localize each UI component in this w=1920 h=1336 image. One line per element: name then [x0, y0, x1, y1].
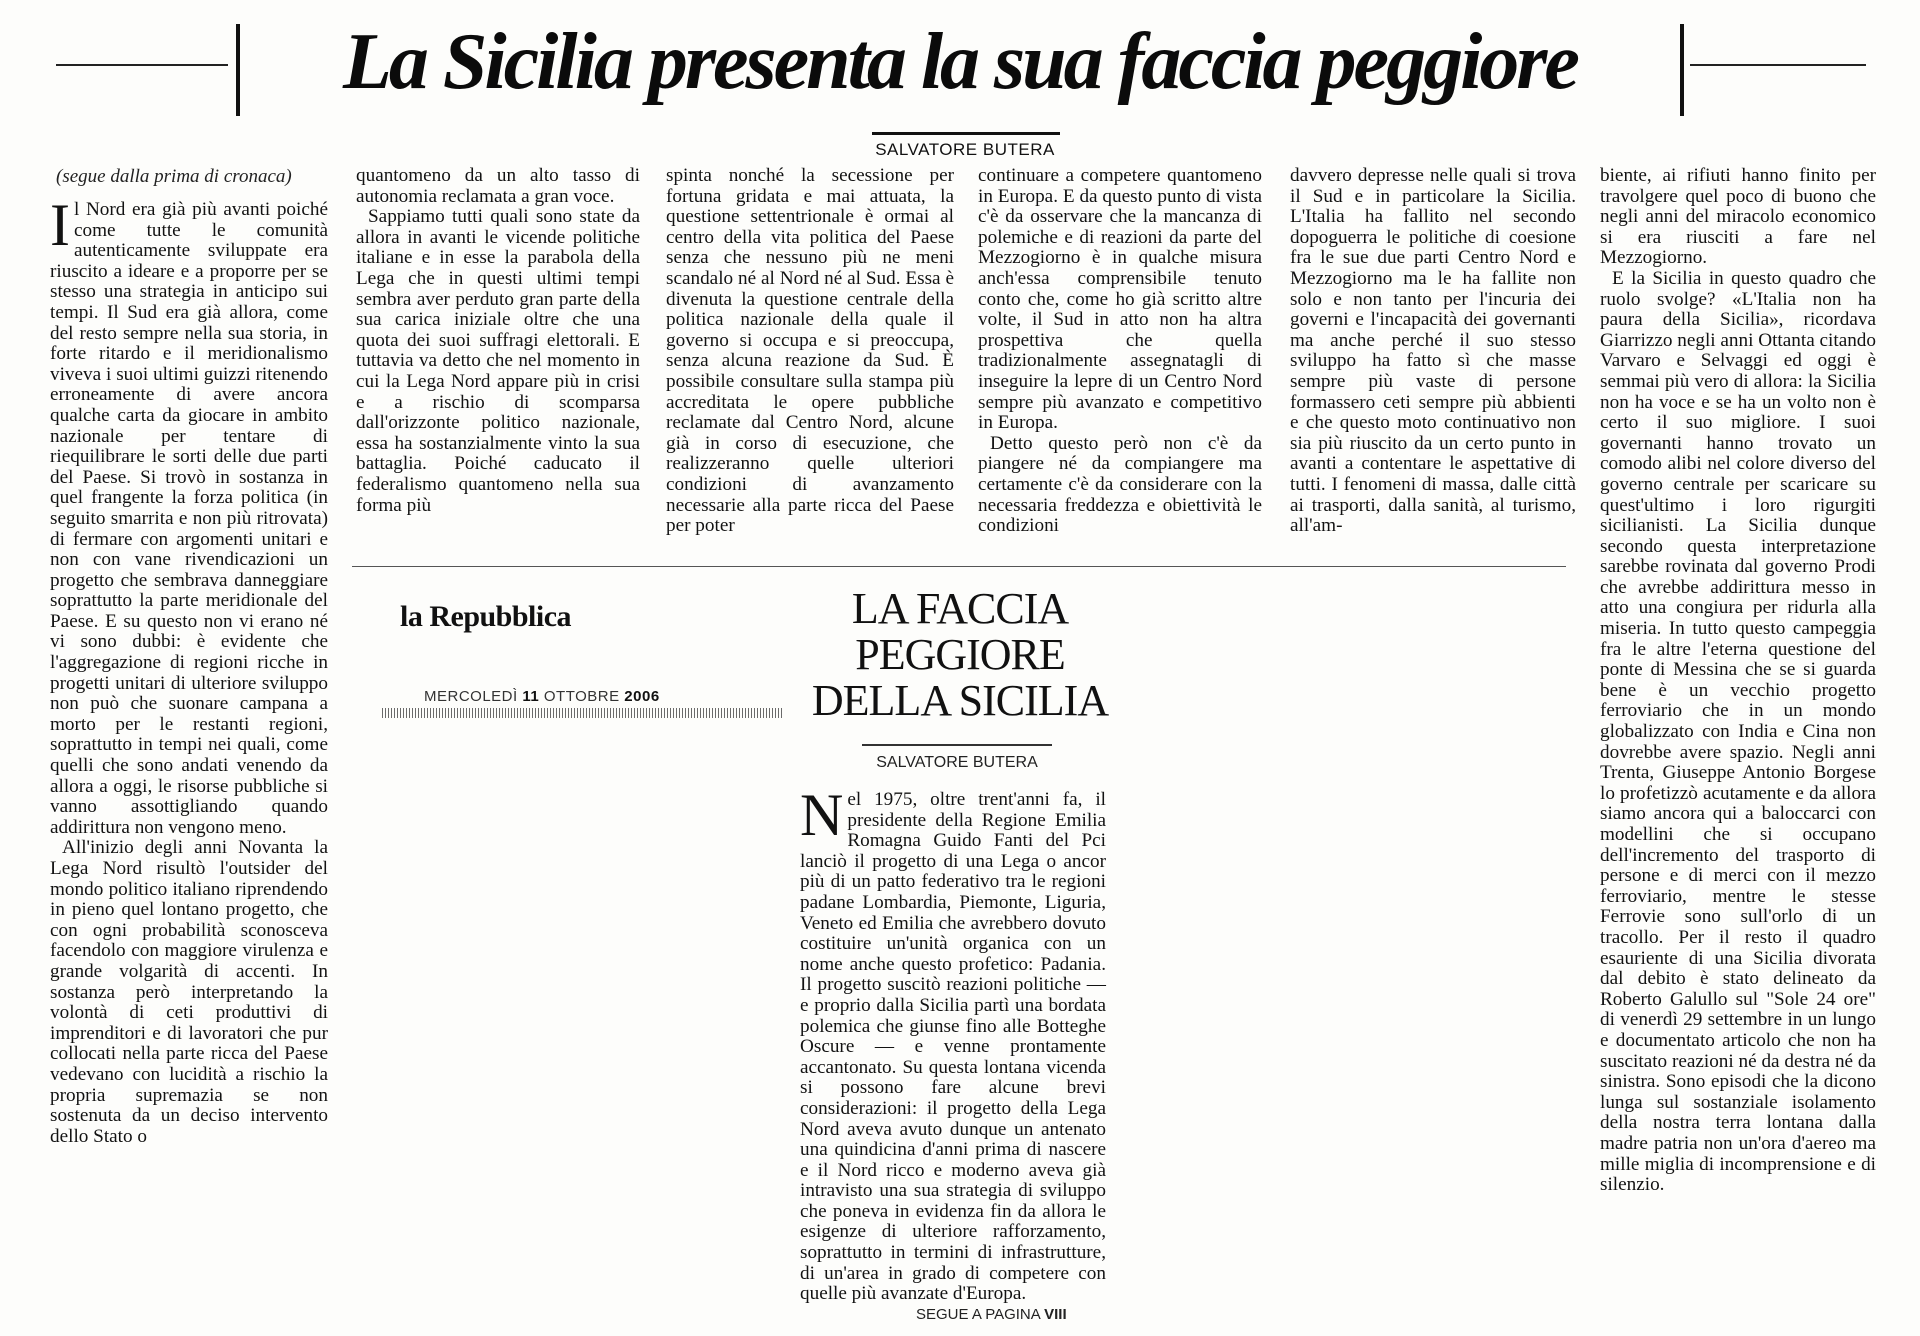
- headline: La Sicilia presenta la sua faccia peggiore: [343, 18, 1577, 106]
- segue-note: (segue dalla prima di cronaca): [56, 166, 292, 187]
- date-year: 2006: [624, 688, 660, 705]
- headline-bar-right: [1680, 24, 1684, 116]
- paragraph: Detto questo però non c'è da piangere né da compiangere ma certamente c'è da considerare con la necessaria freddezza e obiettività le condizioni: [978, 432, 1262, 537]
- article-column-3: [666, 166, 954, 537]
- date-month: OTTOBRE: [543, 688, 620, 705]
- paragraph: All'inizio degli anni Novanta la Lega Nord risultò l'outsider del mondo politico italiano riprendendo in pieno quel lontano progetto, che con ogni probabilità sconosceva facendolo con maggiore virulenza e grande volgarità di accenti. In sostanza però interpretando la volontà di ceti produttivi di imprenditori e di lavoratori che pur collocati nella parte ricca del Paese vedevano con lucidità a rischio la propria supremazia se non sostenuta da un deciso intervento dello Stato o: [50, 837, 328, 1147]
- dropcap: I: [50, 192, 70, 258]
- article-column-6: [1600, 166, 1876, 1196]
- paragraph: spinta nonché la secessione per fortuna gridata e mai attuata, la questione settentrionale è ormai al centro della vita politica del Paese senza che nessuno più ne meni scandalo né al Nord né al Sud. Essa è divenuta la questione centrale della politica nazionale della quale il governo si occupa e si preoccupa, senza alcuna reazione da Sud. È possibile consultare sulla stampa più accreditata le opere pubbliche reclamate dal Centro Nord, alcune già in corso di esecuzione, che realizzeranno quelle ulteriori condizioni di avanzamento necessarie alla parte ricca del Paese per poter: [666, 165, 954, 537]
- segue-page: VIII: [1044, 1306, 1067, 1323]
- paragraph: continuare a competere quantomeno in Europa. E da questo punto di vista c'è da osservare che la mancanza di polemiche e di reazioni da parte del Mezzogiorno è in qualche misura anch'essa comprensibile tenuto conto che, come ho già scritto altre volte, il Sud in atto non ha altra prospettiva che quella tradizionalmente assegnatagli di inseguire la lepre di un Centro Nord sempre più avanzato e competitivo in Europa.: [978, 165, 1262, 434]
- dateline: [424, 688, 660, 705]
- date-weekday: MERCOLEDÌ: [424, 688, 518, 705]
- paragraph: davvero depresse nelle quali si trova il Sud e in particolare la Sicilia. L'Italia ha fallito nel secondo dopoguerra le politiche di coesione fra le sue due parti Centro Nord e Mezzogiorno ma le ha fallite non solo e non tanto per l'incuria dei governi e l'incapacità dei governanti ma anche perché il suo stesso sviluppo ha fatto sì che masse sempre più vaste di persone formassero ceti sempre più abbienti e che questo moto continuativo non sia più riuscito da un certo punto in avanti a contentare le aspettative di tutti. I fenomeni di massa, dalle città ai trasporti, dalla sanità, al turismo, all'am-: [1290, 165, 1576, 537]
- paragraph: Sappiamo tutti quali sono state da allora in avanti le vicende politiche italiane e in esse la parabola della Lega che in questi ultimi tempi sembra aver perduto gran parte della sua carica iniziale oltre che una quota dei suoi suffragi elettorali. E tuttavia va detto che nel momento in cui la Lega Nord appare più in crisi e a rischio di scomparsa dall'orizzonte politico nazionale, essa ha sostanzialmente vinto la sua battaglia. Poiché caducato il federalismo quantomeno nella sua forma più: [356, 206, 640, 516]
- segue-a-pagina: [916, 1306, 1067, 1323]
- clipping-title-line: LA FACCIA: [851, 584, 1069, 633]
- paragraph: l Nord era già più avanti poiché come tutte le comunità autenticamente sviluppate era riuscito a ideare e a proporre per se stesso una strategia in anticipo sui tempi. Il Sud era già allora, come del resto sempre nella sua storia, in forte ritardo e il meridionalismo viveva i suoi ultimi guizzi ritenendo erroneamente di avere ancora qualche carta da giocare in ambito nazionale per tentare di riequilibrare le sorti delle due parti del Paese. Si trovò in sostanza in quel frangente la forza politica (in seguito smarrita e non più ritrovata) di fermare con argomenti unitari e non con vane rivendicazioni un progetto che sembrava danneggiare soprattutto la parte meridionale del Paese. E su questo non vi erano né vi sono dubbi: è evidente che l'aggregazione di regioni ricche in progetti unitari di ulteriore sviluppo non può che suonare campana a morto per le restanti regioni, soprattutto in tempi nei quali, come quelli che sono andati venendo da allora a oggi, le risorse pubbliche si vanno assottigliando quando addirittura non vengono meno.: [50, 199, 328, 838]
- headline-rule-right: [1690, 64, 1866, 66]
- clipping-title-line: DELLA SICILIA: [811, 676, 1109, 725]
- date-day: 11: [522, 688, 540, 705]
- clipping-body: [800, 782, 1106, 1305]
- clipping-paragraph: el 1975, oltre trent'anni fa, il presidente della Regione Emilia Romagna Guido Fanti del Pci lanciò il progetto di una Lega o ancor più di un patto federativo tra le regioni padane Lombardia, Piemonte, Liguria, Veneto ed Emilia che avrebbero dovuto costituire un'unità organica con un nome anche questo profetico: Padania. Il progetto suscitò reazioni politiche — e proprio dalla Sicilia partì una bordata polemica che giunse fino alle Botteghe Oscure — e venne prontamente accantonato. Su questa lontana vicenda si possono fare alcune brevi considerazioni: il progetto della Lega Nord aveva avuto dunque un antenato una quindicina d'anni prima di nascere e il Nord ricco e moderno aveva già intravisto una sua strategia di sviluppo che poneva in evidenza fin da allora le esigenze di ulteriore rafforzamento, soprattutto in termini di infrastrutture, di un'area in grado di competere con quelle più avanzate d'Europa.: [800, 789, 1106, 1305]
- clipping-title-line: PEGGIORE: [855, 630, 1065, 679]
- paragraph: biente, ai rifiuti hanno finito per travolgere quel poco di buono che negli anni del miracolo economico si era riusciti a fare nel Mezzogiorno.: [1600, 165, 1876, 269]
- clipping-border: [352, 566, 1566, 567]
- clipping-byline: SALVATORE BUTERA: [876, 754, 1038, 771]
- paragraph: E la Sicilia in questo quadro che ruolo svolge? «L'Italia non ha paura della Sicilia», ricordava Giarrizzo negli anni Ottanta citando Varvaro e Selvaggi ed oggi è semmai più vero di allora: la Sicilia non ha voce e se ha un volto non è certo il suo migliore. I suoi governanti hanno trovato un comodo alibi nel colore diverso del governo centrale per scaricare su quest'ultimo i loro rigurgiti sicilianisti. La Sicilia dunque secondo questa interpretazione sarebbe rovinata dal governo Prodi che avrebbe addirittura messo in atto una congiura per ridurla alla miseria. In tutto questo campeggia fra le altre l'eterna questione del ponte di Messina che se si guarda bene è un vecchio progetto ferroviario che in un mondo globalizzato con India e Cina non dovrebbe avere spazio. Negli anni Trenta, Giuseppe Antonio Borgese lo profetizzò acutamente e da allora siamo ancora qui a baloccarci con modellini che si occupano dell'incremento del trasporto di persone e di merci con il mezzo ferroviario, mentre le stesse Ferrovie sono sull'orlo di un tracollo. Per il resto il quadro esauriente di una Sicilia divorata dal debito è stato delineato da Roberto Galullo sul "Sole 24 ore" di venerdì 29 settembre in un lungo e documentato articolo che non ha suscitato reazioni né da destra né da sinistra. Sono episodi che la dicono lunga sul sostanziale isolamento della nostra terra lontana dalla madre patria non un'ora d'aereo ma mille miglia di incomprensione e di silenzio.: [1600, 267, 1876, 1196]
- article-column-4: [978, 166, 1262, 537]
- segue-label: SEGUE A PAGINA: [916, 1306, 1040, 1323]
- clipping-title: [780, 586, 1140, 724]
- clipping-dropcap: N: [800, 782, 844, 848]
- byline-rule: [872, 132, 1060, 135]
- dateline-hatch-rule: [382, 708, 782, 718]
- article-column-5: [1290, 166, 1576, 537]
- masthead: la Repubblica: [400, 600, 572, 633]
- article-column-2: [356, 166, 640, 516]
- clipping-byline-rule: [862, 744, 1052, 746]
- byline: SALVATORE BUTERA: [875, 140, 1055, 159]
- article-column-1: [50, 192, 328, 1147]
- paragraph: quantomeno da un alto tasso di autonomia reclamata a gran voce.: [356, 165, 640, 207]
